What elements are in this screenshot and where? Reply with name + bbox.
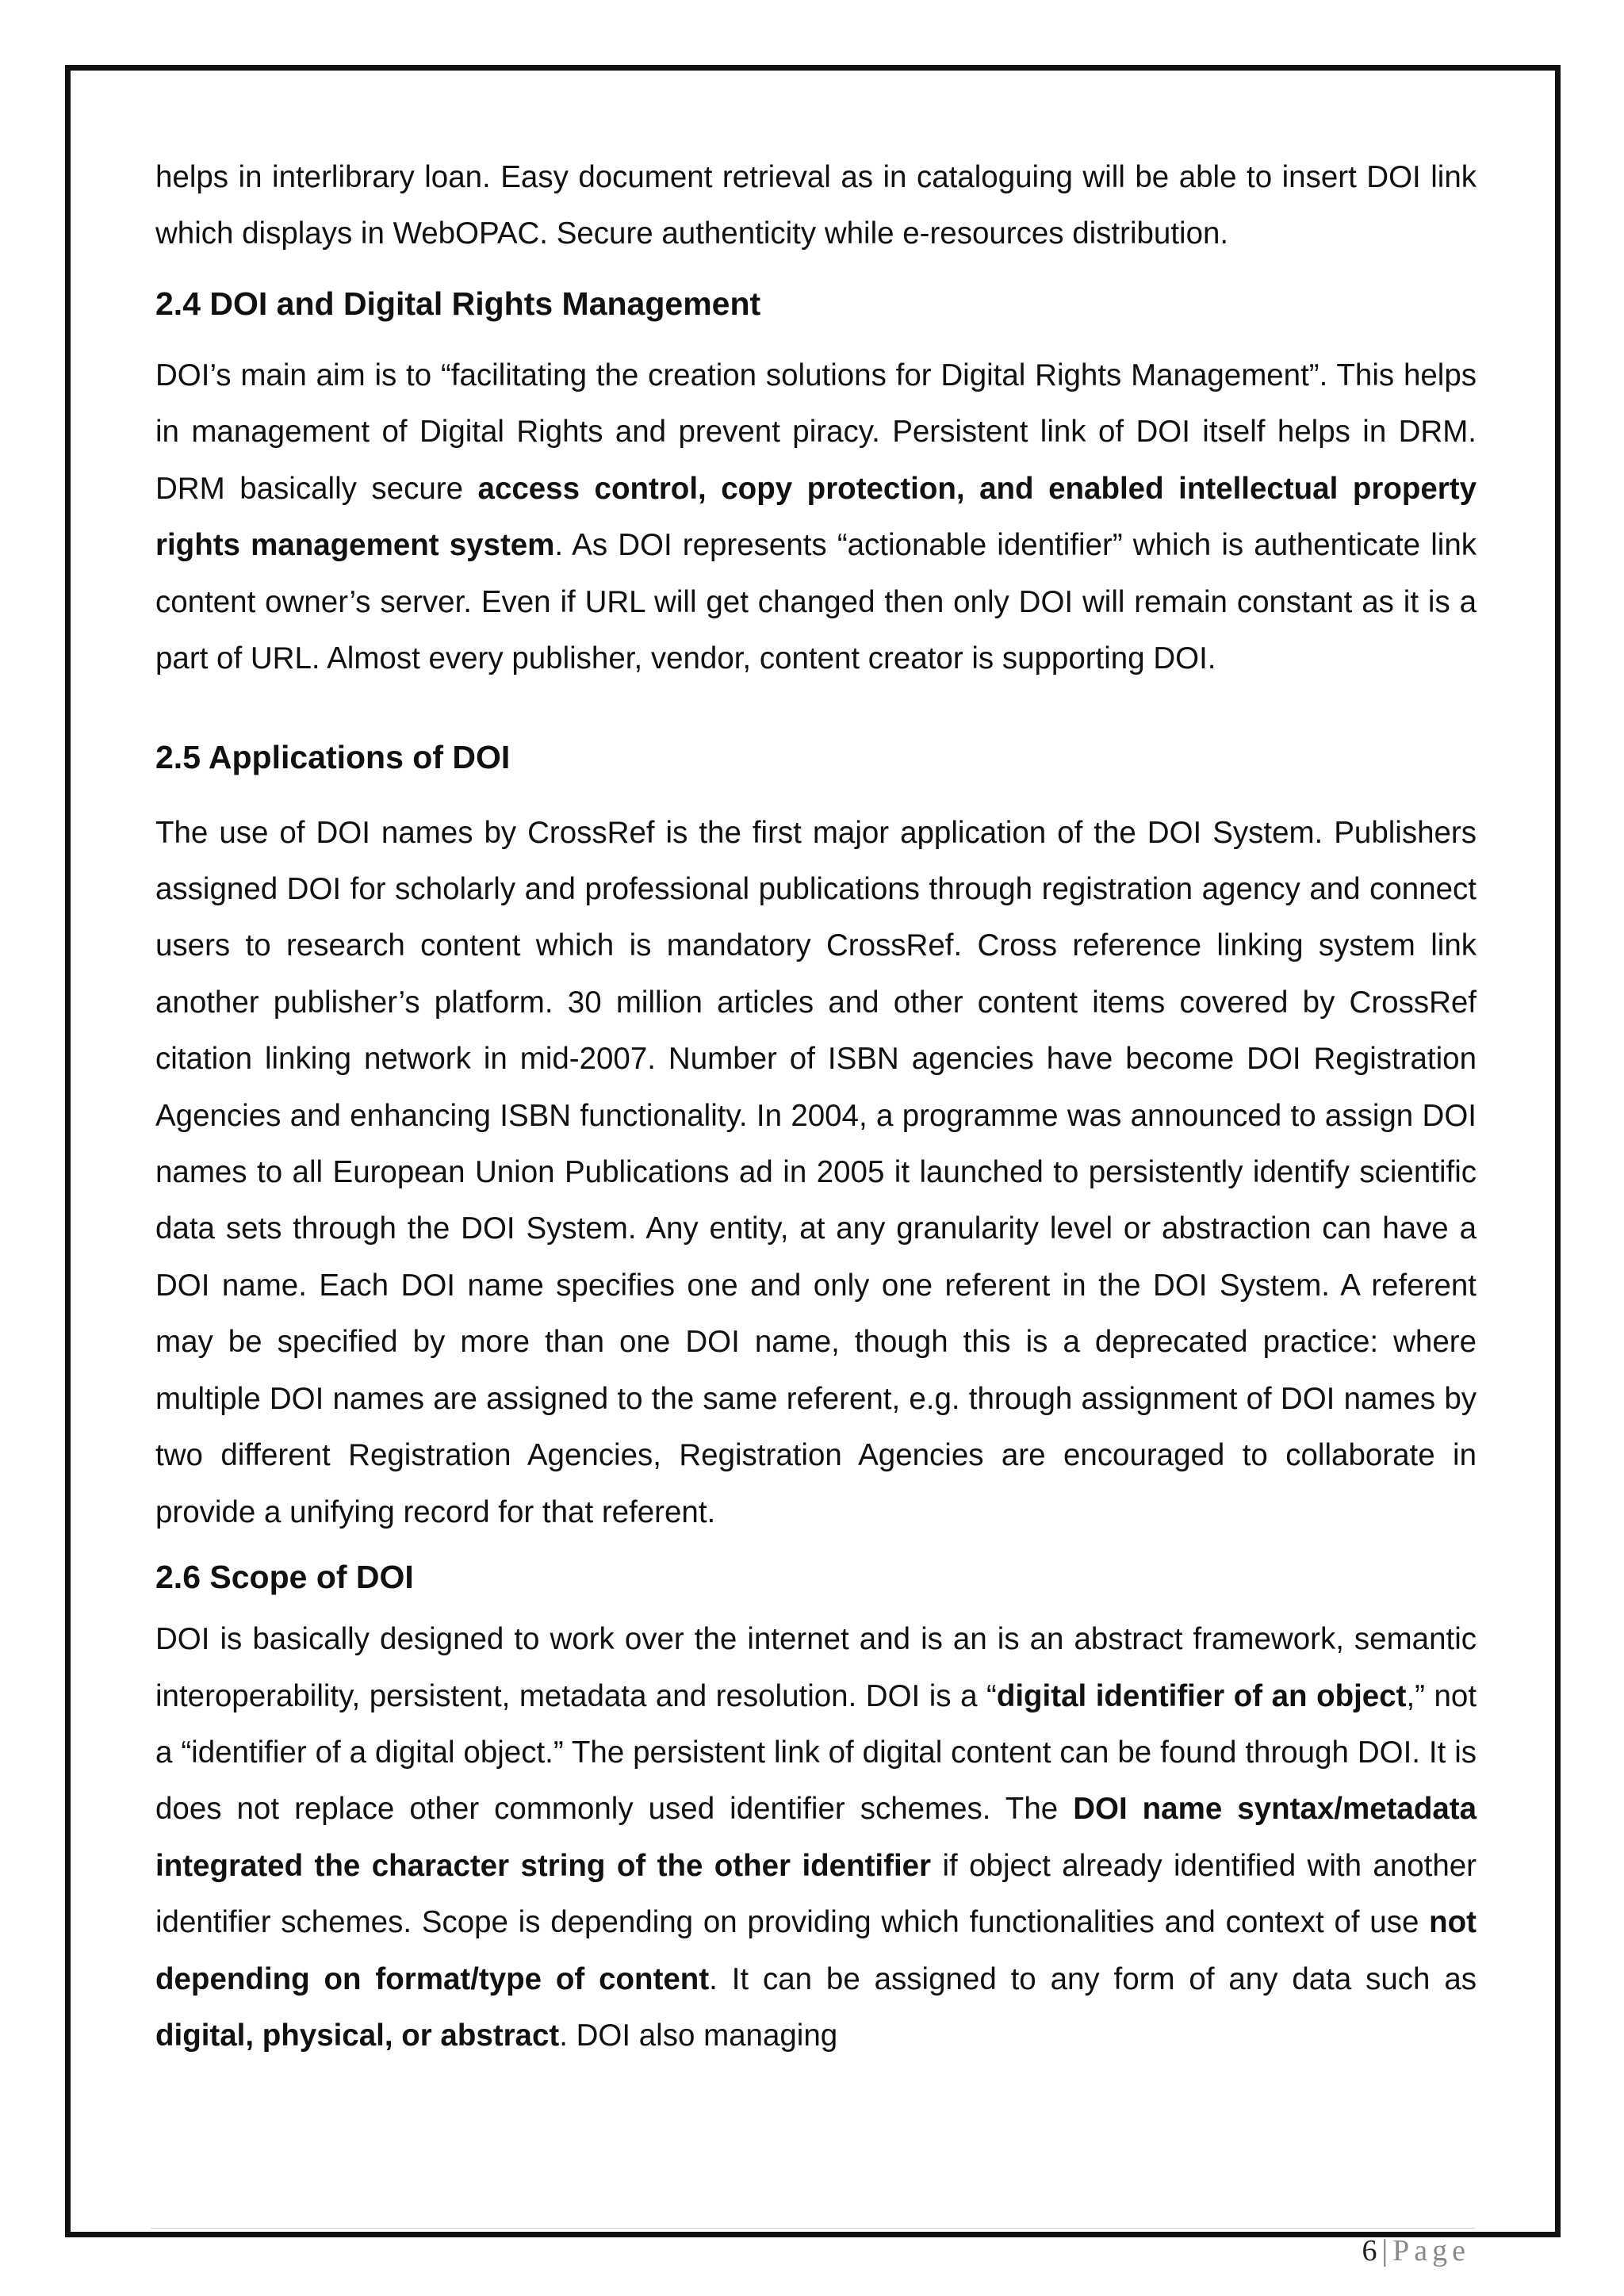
footer-rule bbox=[151, 2228, 1475, 2229]
heading-2-6: 2.6 Scope of DOI bbox=[155, 1558, 414, 1595]
page-label: Page bbox=[1392, 2234, 1470, 2267]
bold-text-run: DOI name syntax/metadata integrated the character string of the other identifier bbox=[155, 1792, 1477, 1883]
text-run: . It can be assigned to any form of any data such as bbox=[709, 1961, 1477, 1996]
page-number-footer bbox=[1362, 2233, 1470, 2268]
bold-text-run: not depending on format/type of content bbox=[155, 1905, 1477, 1996]
paragraph-2-6 bbox=[155, 1611, 1477, 2064]
bold-text-run: digital identifier of an object bbox=[996, 1678, 1407, 1713]
page-number: 6 bbox=[1362, 2234, 1377, 2267]
paragraph-2-5 bbox=[155, 805, 1477, 1540]
text-run: helps in interlibrary loan. Easy document retrieval as in cataloguing will be able to insert DOI link which displays in WebOPAC. Secure authenticity while e-resources distribution. bbox=[155, 160, 1477, 251]
text-run: DOI’s main aim is to “facilitating the creation solutions for Digital Rights Management”. This helps in management of Digital Rights and prevent piracy. Persistent link of DOI itself helps in DRM. DRM basically secure bbox=[155, 358, 1477, 506]
intro-paragraph bbox=[155, 149, 1477, 262]
text-run: ,” not a “identifier of a digital object.” The persistent link of digital content can be found through DOI. It is does not replace other commonly used identifier schemes. The bbox=[155, 1678, 1477, 1827]
text-run: . As DOI represents “actionable identifier” which is authenticate link content owner’s server. Even if URL will get changed then only DOI will remain constant as it is a part of URL. Almost every publisher, vendor, content creator is supporting DOI. bbox=[155, 528, 1477, 676]
document-body bbox=[155, 149, 1477, 2064]
paragraph-2-4 bbox=[155, 347, 1477, 687]
text-run: The use of DOI names by CrossRef is the first major application of the DOI System. Publishers assigned DOI for scholarly and professional publications through registration agency and connect users to research content which is mandatory CrossRef. Cross reference linking system link another publisher’s platform. 30 million articles and other content items covered by CrossRef citation linking network in mid-2007. Number of ISBN agencies have become DOI Registration Agencies and enhancing ISBN functionality. In 2004, a programme was announced to assign DOI names to all European Union Publications ad in 2005 it launched to persistently identify scientific data sets through the DOI System. Any entity, at any granularity level or abstraction can have a DOI name. Each DOI name specifies one and only one referent in the DOI System. A referent may be specified by more than one DOI name, though this is a deprecated practice: where multiple DOI names are assigned to the same referent, e.g. through assignment of DOI names by two different Registration Agencies, Registration Agencies are encouraged to collaborate in provide a unifying record for that referent. bbox=[155, 815, 1477, 1529]
page-separator: | bbox=[1381, 2234, 1388, 2267]
text-run: . DOI also managing bbox=[559, 2018, 838, 2053]
heading-2-5: 2.5 Applications of DOI bbox=[155, 739, 511, 776]
heading-2-4: 2.4 DOI and Digital Rights Management bbox=[155, 285, 761, 322]
bold-text-run: access control, copy protection, and enabled intellectual property rights management system bbox=[155, 471, 1477, 563]
bold-text-run: digital, physical, or abstract bbox=[155, 2018, 560, 2053]
text-run: if object already identified with another identifier schemes. Scope is depending on providing which functionalities and context of use bbox=[155, 1848, 1477, 1940]
text-run: DOI is basically designed to work over the internet and is an is an abstract framework, semantic interoperability, persistent, metadata and resolution. DOI is a “ bbox=[155, 1622, 1477, 1713]
